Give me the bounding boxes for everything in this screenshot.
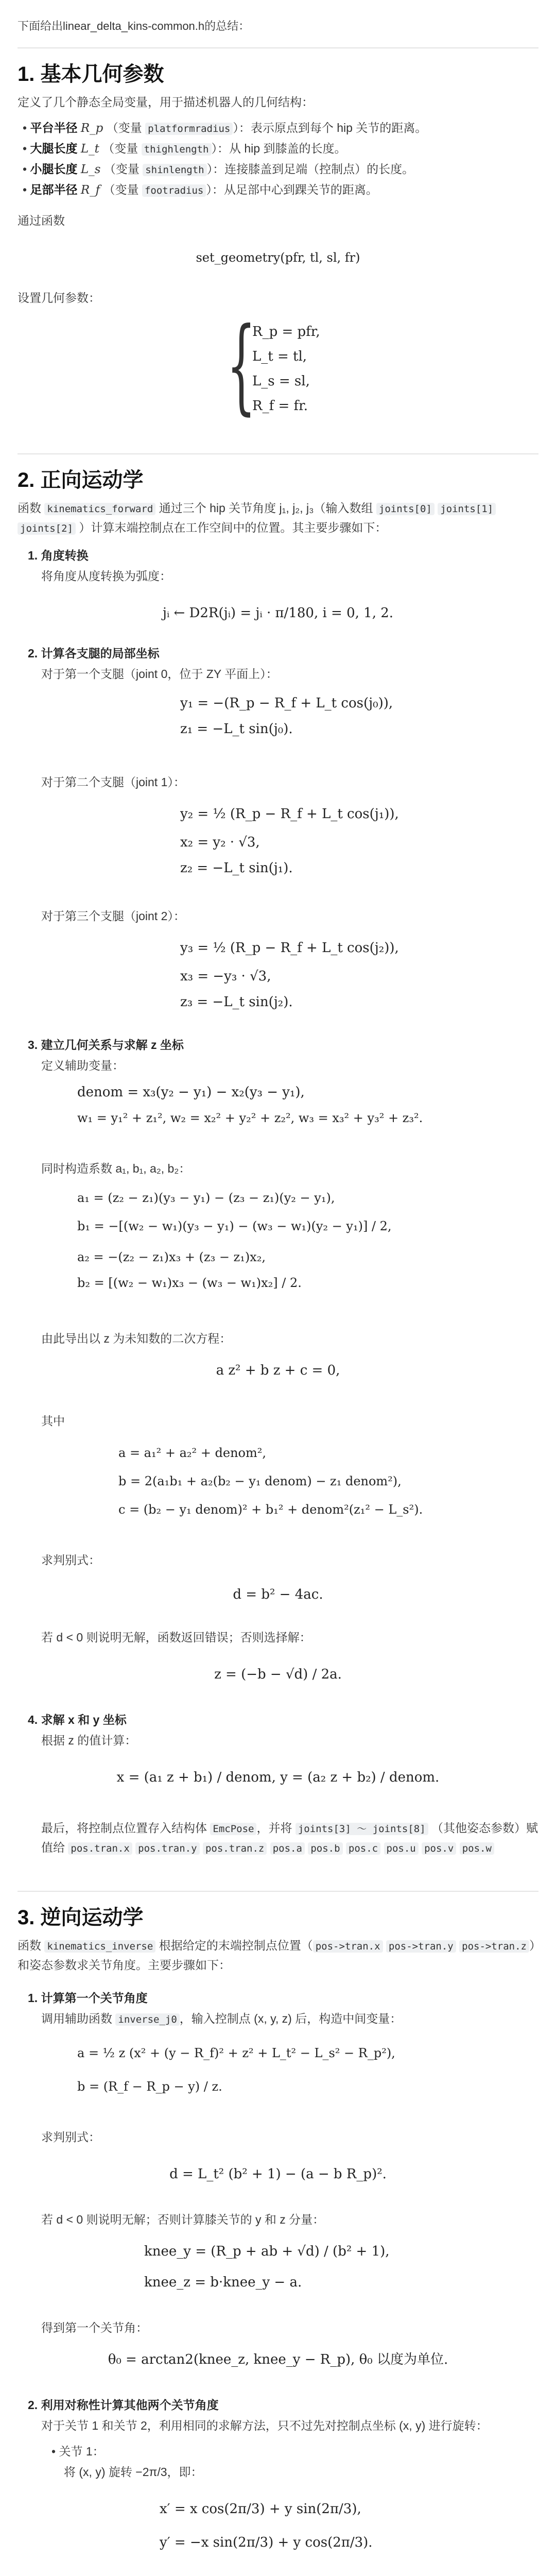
inline-code: pos->tran.y [386, 1940, 456, 1953]
equation: x₃ = −y₃ · √3, [180, 969, 271, 984]
equation: θ₀ = arctan2(knee_z, knee_y − R_p), θ₀ 以度为单位. [108, 2352, 448, 2367]
inline-code: pos->tran.z [459, 1940, 529, 1953]
intro-text: 下面给出linear_delta_kins-common.h的总结： [18, 20, 250, 32]
inline-code: footradius [142, 184, 206, 197]
inline-code: pos.tran.y [135, 1842, 199, 1855]
divider [18, 47, 538, 48]
equation: x′ = x cos(2π/3) + y sin(2π/3), [160, 2501, 361, 2517]
paragraph: 其中 [41, 1414, 65, 1428]
paragraph: 定义了几个静态全局变量，用于描述机器人的几何结构： [18, 95, 314, 109]
step-title: 4. 求解 x 和 y 坐标 [28, 1713, 127, 1726]
equation: b = (R_f − R_p − y) / z. [77, 2079, 222, 2094]
paragraph: 调用辅助函数 inverse_j0 ，输入控制点 (x, y, z) 后，构造中间变量： [41, 2012, 402, 2025]
equation: knee_z = b·knee_y − a. [144, 2275, 302, 2290]
equation: z₂ = −L_t sin(j₁). [180, 860, 293, 876]
step-title: 2. 计算各支腿的局部坐标 [28, 647, 160, 660]
inline-code: inverse_j0 [115, 2013, 179, 2026]
paragraph: 定义辅助变量： [41, 1059, 124, 1072]
equation: y₃ = ½ (R_p − R_f + L_t cos(j₂)), [180, 940, 399, 956]
inline-code: joints[0] [376, 503, 435, 515]
equation: knee_y = (R_p + ab + √d) / (b² + 1), [144, 2244, 390, 2259]
equation: a = ½ z (x² + (y − R_f)² + z² + L_t² − L_s² − R_p²), [77, 2046, 395, 2060]
equation: R_f = fr. [252, 398, 308, 414]
paragraph: 对于第一个支腿（joint 0，位于 ZY 平面上）： [41, 667, 278, 681]
inline-code: pos.c [346, 1842, 380, 1855]
equation: d = L_t² (b² + 1) − (a − b R_p)². [169, 2166, 387, 2182]
bullet-item: • 小腿长度 L_s （变量 shinlength ）：连接膝盖到足端（控制点）的长度。 [23, 162, 414, 176]
equation: y′ = −x sin(2π/3) + y cos(2π/3). [160, 2535, 373, 2550]
equation: R_p = pfr, [252, 324, 320, 340]
inline-code: joints[1] [438, 503, 496, 515]
equation: a z² + b z + c = 0, [216, 1363, 340, 1378]
equation: a₂ = −(z₂ − z₁)x₃ + (z₃ − z₁)x₂, [77, 1250, 266, 1264]
divider [18, 1891, 538, 1892]
paragraph: 函数 kinematics_forward 通过三个 hip 关节角度 j₁, j₂, j₃（输入数组 joints[0] joints[1] joints[2] ）计算末端控制点在工作空间中的位置。其主要步骤如下： [18, 499, 538, 538]
equation: x = (a₁ z + b₁) / denom, y = (a₂ z + b₂) / denom. [116, 1770, 440, 1785]
inline-code: pos.u [384, 1842, 419, 1855]
section-title-inverse-kinematics: 3. 逆向运动学 [18, 1906, 144, 1929]
bullet-item: • 大腿长度 L_t （变量 thighlength ）：从 hip 到膝盖的长度。 [23, 142, 346, 156]
equation: z₃ = −L_t sin(j₂). [180, 994, 293, 1010]
equation: y₂ = ½ (R_p − R_f + L_t cos(j₁)), [180, 806, 399, 822]
inline-code: kinematics_inverse [44, 1940, 155, 1953]
equation: b₂ = [(w₂ − w₁)x₃ − (w₃ − w₁)x₂] / 2. [77, 1276, 302, 1290]
paragraph: 得到第一个关节角： [41, 2321, 148, 2334]
equation: z = (−b − √d) / 2a. [214, 1667, 342, 1682]
equation: L_s = sl, [252, 374, 310, 389]
paragraph: 将角度从度转换为弧度： [41, 569, 171, 583]
divider [18, 453, 538, 454]
step-title: 1. 计算第一个关节角度 [28, 1991, 148, 2005]
function-call: set_geometry(pfr, tl, sl, fr) [196, 250, 360, 265]
inline-code: joints[2] [18, 522, 76, 535]
inline-code: pos.a [270, 1842, 305, 1855]
section-title-geometry: 1. 基本几何参数 [18, 63, 164, 86]
paragraph: 最后，将控制点位置存入结构体 EmcPose ，并将 joints[3] ～ joints[8] （其他姿态参数）赋值给 pos.tran.x pos.tran.y pos.tran.z pos.a pos.b pos.c pos.u pos.v pos.w [41, 1821, 538, 1854]
inline-code: platformradius [145, 123, 233, 135]
paragraph: 对于关节 1 和关节 2，利用相同的求解方法，只不过先对控制点坐标 (x, y) 进行旋转： [41, 2419, 488, 2432]
inline-code: pos.w [460, 1842, 494, 1855]
paragraph: 将 (x, y) 旋转 −2π/3，即： [64, 2465, 203, 2479]
brace: { [227, 306, 256, 426]
paragraph: 若 d < 0 则说明无解；否则计算膝关节的 y 和 z 分量： [41, 2213, 325, 2226]
paragraph: 求判别式： [41, 2130, 100, 2144]
inline-code: EmcPose [210, 1823, 256, 1835]
paragraph: 求判别式： [41, 1553, 100, 1567]
step-title: 1. 角度转换 [28, 549, 89, 562]
equation: a = a₁² + a₂² + denom², [118, 1446, 266, 1460]
equation: L_t = tl, [252, 349, 307, 364]
equation: b = 2(a₁b₁ + a₂(b₂ − y₁ denom) − z₁ denom²), [118, 1474, 402, 1488]
equation: z₁ = −L_t sin(j₀). [180, 721, 293, 737]
equation: b₁ = −[(w₂ − w₁)(y₃ − y₁) − (w₃ − w₁)(y₂ − y₁)] / 2, [77, 1219, 392, 1233]
equation: jᵢ ← D2R(jᵢ) = jᵢ · π/180, i = 0, 1, 2. [162, 605, 394, 621]
inline-code: shinlength [143, 164, 206, 176]
paragraph: 对于第二个支腿（joint 1）： [41, 775, 185, 789]
paragraph: 由此导出以 z 为未知数的二次方程： [41, 1332, 232, 1345]
inline-code: thighlength [142, 143, 212, 156]
equation: denom = x₃(y₂ − y₁) − x₂(y₃ − y₁), [77, 1084, 305, 1100]
bullet-item: • 足部半径 R_f （变量 footradius ）：从足部中心到踝关节的距离。 [23, 183, 378, 197]
inline-code: pos.b [308, 1842, 342, 1855]
inline-code: joints[3] ～ joints[8] [296, 1823, 428, 1835]
paragraph: 通过函数 [18, 214, 65, 227]
equation: c = (b₂ − y₁ denom)² + b₁² + denom²(z₁² − L_s²). [118, 1502, 423, 1517]
paragraph: 设置几何参数： [18, 291, 100, 304]
paragraph: 函数 kinematics_inverse 根据给定的末端控制点位置（ pos->tran.x pos->tran.y pos->tran.z ）和姿态参数求关节角度。主要步骤如下： [18, 1939, 535, 1972]
equation: x₂ = y₂ · √3, [180, 835, 260, 850]
paragraph: 同时构造系数 a₁, b₁, a₂, b₂： [41, 1162, 191, 1175]
inline-code: pos->tran.x [313, 1940, 383, 1953]
equation: d = b² − 4ac. [233, 1587, 323, 1602]
inline-code: pos.tran.x [68, 1842, 132, 1855]
step-title: 3. 建立几何关系与求解 z 坐标 [28, 1038, 184, 1052]
section-title-forward-kinematics: 2. 正向运动学 [18, 469, 144, 492]
bullet-item: • 平台半径 R_p （变量 platformradius ）：表示原点到每个 hip 关节的距离。 [23, 121, 427, 135]
inline-code: pos.tran.z [203, 1842, 267, 1855]
step-title: 2. 利用对称性计算其他两个关节角度 [28, 2398, 219, 2412]
equation: w₁ = y₁² + z₁², w₂ = x₂² + y₂² + z₂², w₃ = x₃² + y₃² + z₃². [77, 1111, 423, 1125]
inline-code: kinematics_forward [44, 503, 155, 515]
equation: y₁ = −(R_p − R_f + L_t cos(j₀)), [180, 696, 393, 711]
inline-code: pos.v [422, 1842, 456, 1855]
param-equation-block [0, 306, 556, 428]
bullet-item: • 关节 1： [51, 2445, 105, 2458]
paragraph: 对于第三个支腿（joint 2）： [41, 909, 185, 923]
paragraph: 根据 z 的值计算： [41, 1734, 137, 1747]
paragraph: 若 d < 0 则说明无解，函数返回错误；否则选择解： [41, 1631, 311, 1644]
equation: a₁ = (z₂ − z₁)(y₃ − y₁) − (z₃ − z₁)(y₂ − y₁), [77, 1191, 335, 1205]
